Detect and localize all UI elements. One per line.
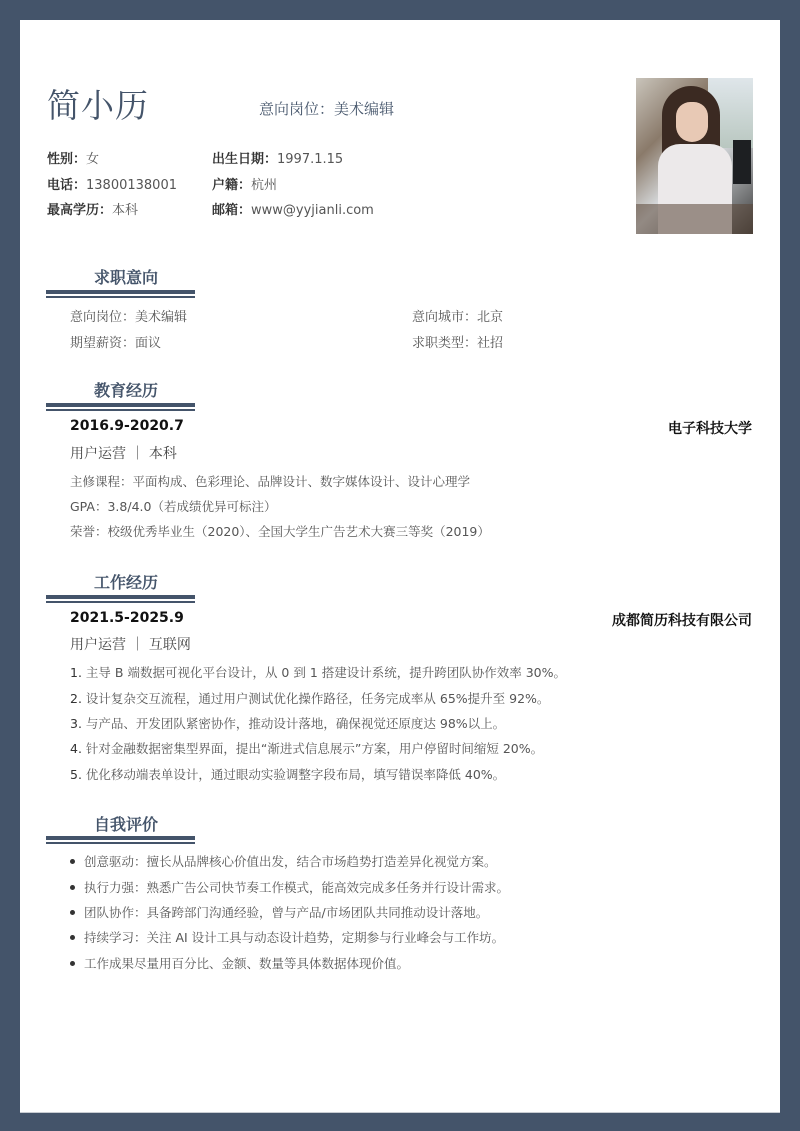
header-intent-label: 意向岗位： (259, 100, 335, 118)
info-value: 本科 (112, 203, 139, 218)
work-role-industry: 用户运营 ｜ 互联网 (70, 637, 191, 653)
info-value: 1997.1.15 (277, 152, 344, 167)
section-title-work: 工作经历 (94, 573, 159, 592)
self-eval-item: 团队协作：具备跨部门沟通经验，曾与产品/市场团队共同推动设计落地。 (70, 903, 488, 921)
self-eval-item: 创意驱动：擅长从品牌核心价值出发，结合市场趋势打造差异化视觉方案。 (70, 852, 497, 870)
self-eval-item: 执行力强：熟悉广告公司快节奏工作模式，能高效完成多任务并行设计需求。 (70, 878, 509, 896)
header-intent (259, 98, 394, 119)
self-eval-item: 持续学习：关注 AI 设计工具与动态设计趋势，定期参与行业峰会与工作坊。 (70, 928, 504, 946)
intent-salary: 期望薪资：面议 (70, 336, 162, 351)
work-date: 2021.5-2025.9 (70, 610, 184, 626)
info-birthdate (212, 148, 343, 167)
info-label: 出生日期： (212, 152, 278, 167)
intent-position: 意向岗位：美术编辑 (70, 310, 188, 325)
info-hometown (212, 174, 277, 193)
info-education-level (47, 199, 138, 218)
education-date: 2016.9-2020.7 (70, 418, 184, 434)
info-value: 女 (86, 152, 100, 167)
info-label: 性别： (47, 152, 87, 167)
header-intent-value: 美术编辑 (334, 100, 395, 118)
bullet-icon (70, 961, 75, 966)
info-label: 邮箱： (212, 203, 252, 218)
work-item: 3. 与产品、开发团队紧密协作，推动设计落地，确保视觉还原度达 98%以上。 (70, 716, 506, 731)
intent-type: 求职类型：社招 (412, 336, 504, 351)
section-title-education: 教育经历 (94, 381, 159, 400)
profile-photo (636, 78, 753, 234)
section-divider (46, 836, 195, 844)
bullet-icon (70, 859, 75, 864)
resume-page (20, 20, 780, 1113)
section-divider (46, 290, 195, 298)
work-item: 2. 设计复杂交互流程，通过用户测试优化操作路径，任务完成率从 65%提升至 92%。 (70, 691, 550, 706)
info-value: 13800138001 (86, 178, 177, 193)
bullet-icon (70, 885, 75, 890)
section-divider (46, 403, 195, 411)
photo-face (676, 102, 708, 142)
bullet-icon (70, 910, 75, 915)
info-label: 电话： (47, 178, 87, 193)
education-courses: 主修课程：平面构成、色彩理论、品牌设计、数字媒体设计、设计心理学 (70, 474, 471, 489)
work-item: 4. 针对金融数据密集型界面，提出“渐进式信息展示”方案，用户停留时间缩短 20%。 (70, 741, 544, 756)
candidate-name: 简小历 (47, 86, 149, 125)
education-gpa: GPA：3.8/4.0（若成绩优异可标注） (70, 499, 277, 514)
photo-desk (636, 204, 753, 234)
education-school: 电子科技大学 (668, 421, 752, 437)
section-divider (46, 595, 195, 603)
section-title-job-intent: 求职意向 (94, 268, 159, 287)
info-value[interactable]: www@yyjianli.com (251, 203, 374, 218)
section-title-self-eval: 自我评价 (94, 815, 159, 834)
info-label: 最高学历： (47, 203, 113, 218)
bullet-icon (70, 935, 75, 940)
education-honors: 荣誉：校级优秀毕业生（2020）、全国大学生广告艺术大赛三等奖（2019） (70, 524, 490, 539)
info-phone (47, 174, 177, 193)
self-eval-item: 工作成果尽量用百分比、金额、数量等具体数据体现价值。 (70, 954, 409, 972)
intent-city: 意向城市：北京 (412, 310, 504, 325)
education-major-degree: 用户运营 ｜ 本科 (70, 446, 177, 462)
photo-monitor (733, 140, 751, 184)
info-label: 户籍： (212, 178, 252, 193)
info-value: 杭州 (251, 178, 278, 193)
work-item: 5. 优化移动端表单设计，通过眼动实验调整字段布局，填写错误率降低 40%。 (70, 767, 506, 782)
work-item: 1. 主导 B 端数据可视化平台设计，从 0 到 1 搭建设计系统，提升跨团队协作效率 30%。 (70, 665, 567, 680)
work-company: 成都简历科技有限公司 (612, 613, 752, 629)
info-gender (47, 148, 99, 167)
info-email (212, 199, 374, 218)
